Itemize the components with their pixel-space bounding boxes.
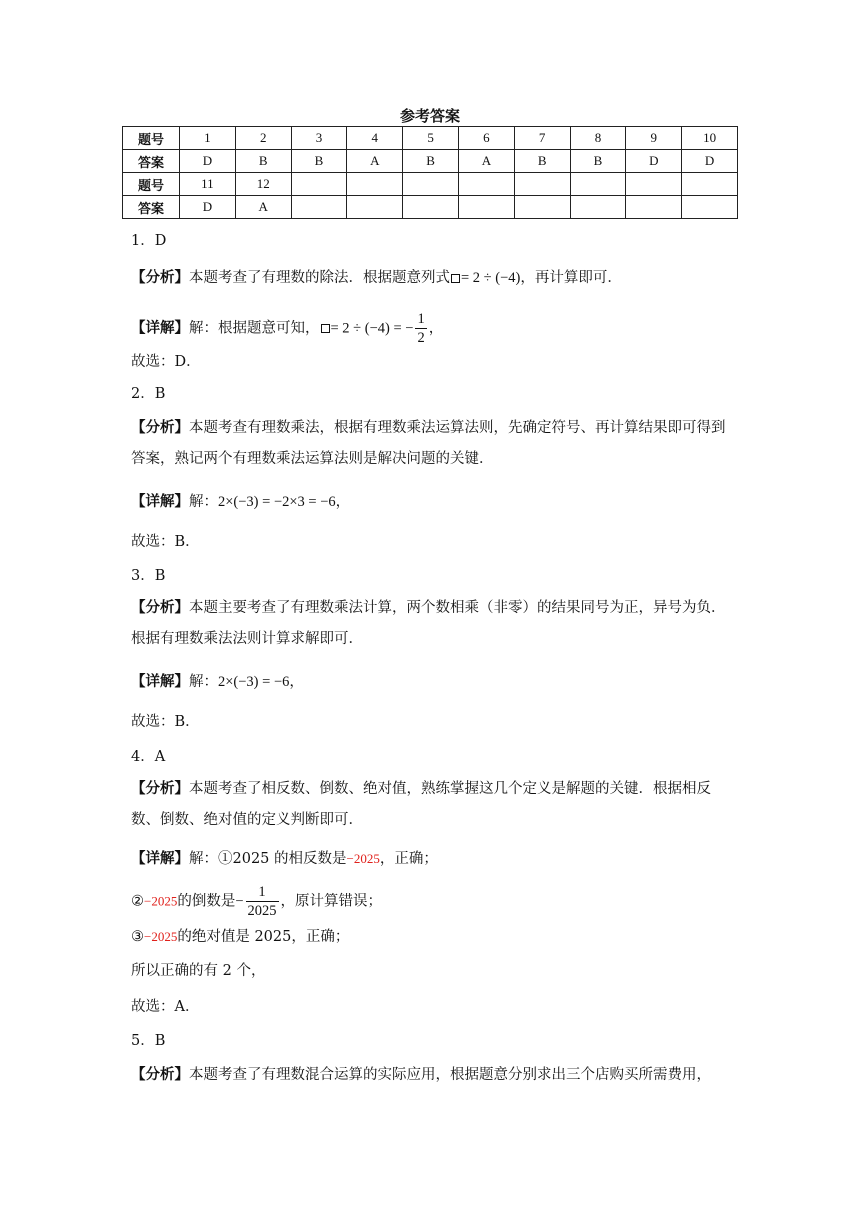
answer-table: [122, 126, 738, 219]
math-expression: = 2 ÷ (−4) = −: [330, 320, 414, 337]
detail-text: 的倒数是: [177, 893, 236, 910]
table-row-header: 题号: [123, 127, 180, 150]
detail-tag: 【详解】: [131, 674, 189, 690]
table-cell: 12: [235, 173, 291, 196]
table-cell: [570, 196, 626, 219]
table-cell: 5: [403, 127, 459, 150]
table-cell: [682, 196, 738, 219]
negative-number: −2025: [144, 893, 178, 909]
analysis-tag: 【分析】: [131, 1067, 189, 1083]
detail-tag: 【详解】: [131, 320, 189, 337]
detail-tag: 【详解】: [131, 851, 189, 867]
table-cell: [291, 173, 347, 196]
math-expression: 2×(−3) = −2×3 = −6: [218, 494, 336, 510]
q5-analysis: [131, 1064, 711, 1086]
table-cell: 6: [458, 127, 514, 150]
table-cell: [291, 196, 347, 219]
q4-detail-item1: [131, 848, 438, 870]
table-cell: [458, 173, 514, 196]
analysis-text: 本题主要考查了有理数乘法计算，两个数相乘（非零）的结果同号为正，异号为负．根据有理数乘法法则计算求解即可．: [131, 600, 726, 647]
q4-detail-item2: [131, 883, 382, 920]
table-cell: A: [347, 150, 403, 173]
table-cell: [347, 196, 403, 219]
q5-heading: 5．B: [131, 1033, 166, 1049]
table-cell: D: [682, 150, 738, 173]
detail-text: 的绝对值是 2025，正确；: [177, 929, 350, 945]
analysis-text: 本题考查了相反数、倒数、绝对值，熟练掌握这几个定义是解题的关键．根据相反数、倒数、绝对值的定义判断即可．: [131, 781, 711, 828]
page-title: 参考答案: [399, 107, 460, 125]
q3-heading: 3．B: [131, 568, 166, 584]
q1-detail: [131, 310, 443, 347]
table-cell: 10: [682, 127, 738, 150]
table-cell: [403, 196, 459, 219]
table-row-header: 答案: [123, 150, 180, 173]
table-cell: 7: [514, 127, 570, 150]
analysis-tag: 【分析】: [131, 270, 189, 286]
fraction-numerator: 1: [417, 311, 425, 327]
q1-analysis: [131, 267, 622, 289]
detail-text: 解：: [189, 674, 218, 690]
table-cell: [682, 173, 738, 196]
fraction-denominator: 2025: [247, 903, 277, 919]
q2-heading: 2．B: [131, 386, 166, 402]
table-cell: 9: [626, 127, 682, 150]
table-row: [123, 173, 738, 196]
q4-summary: 所以正确的有 2 个，: [131, 963, 266, 979]
q3-analysis: [131, 593, 731, 655]
q3-conclusion: 故选：B．: [131, 714, 200, 730]
table-cell: [570, 173, 626, 196]
analysis-text: 本题考查了有理数的除法．根据题意列式: [189, 270, 450, 286]
fraction-denominator: 2: [417, 330, 425, 346]
q4-detail-item3: [131, 926, 349, 948]
detail-text: ，原计算错误；: [280, 893, 383, 910]
table-row: [123, 127, 738, 150]
detail-text: 解：根据题意可知，: [189, 320, 320, 337]
fraction-numerator: 1: [246, 883, 279, 902]
table-cell: [514, 196, 570, 219]
table-cell: [626, 173, 682, 196]
q4-analysis: [131, 774, 731, 836]
blank-box-icon: [451, 274, 460, 283]
analysis-text: ，再计算即可．: [520, 270, 622, 286]
table-cell: D: [180, 196, 236, 219]
q4-conclusion: 故选：A．: [131, 999, 200, 1015]
table-cell: 4: [347, 127, 403, 150]
table-row-header: 题号: [123, 173, 180, 196]
q2-analysis: [131, 413, 731, 475]
blank-box-icon: [321, 324, 330, 333]
detail-text: ③: [131, 929, 144, 945]
detail-text: ②: [131, 893, 144, 910]
table-row-header: 答案: [123, 196, 180, 219]
table-cell: A: [458, 150, 514, 173]
detail-text: 解：: [189, 494, 218, 510]
table-cell: 2: [235, 127, 291, 150]
minus-sign: −: [235, 893, 244, 910]
negative-number: −2025: [144, 929, 178, 944]
table-cell: B: [235, 150, 291, 173]
analysis-text: 本题考查了有理数混合运算的实际应用，根据题意分别求出三个店购买所需费用，: [189, 1067, 711, 1083]
q1-heading: 1．D: [131, 233, 167, 249]
table-row: [123, 196, 738, 219]
fraction: [246, 883, 279, 920]
table-cell: 11: [180, 173, 236, 196]
analysis-tag: 【分析】: [131, 420, 189, 436]
q4-heading: 4．A: [131, 749, 166, 765]
analysis-tag: 【分析】: [131, 781, 189, 797]
negative-number: −2025: [346, 851, 380, 866]
table-cell: 8: [570, 127, 626, 150]
table-cell: 3: [291, 127, 347, 150]
detail-text: ，: [335, 494, 351, 510]
math-expression: = 2 ÷ (−4): [461, 270, 521, 286]
detail-text: ，正确；: [379, 851, 438, 867]
table-cell: B: [291, 150, 347, 173]
table-cell: D: [180, 150, 236, 173]
table-cell: B: [403, 150, 459, 173]
detail-tag: 【详解】: [131, 494, 189, 510]
q1-conclusion: 故选：D．: [131, 354, 201, 370]
table-cell: [347, 173, 403, 196]
detail-text: 解：①2025 的相反数是: [189, 851, 347, 867]
analysis-text: 本题考查有理数乘法，根据有理数乘法运算法则，先确定符号、再计算结果即可得到答案，熟记两个有理数乘法运算法则是解决问题的关键．: [131, 420, 726, 467]
table-cell: 1: [180, 127, 236, 150]
q2-detail: [131, 491, 350, 513]
q3-detail: [131, 671, 304, 693]
table-cell: A: [235, 196, 291, 219]
table-cell: B: [514, 150, 570, 173]
table-cell: B: [570, 150, 626, 173]
q2-conclusion: 故选：B．: [131, 534, 200, 550]
table-cell: [403, 173, 459, 196]
fraction: [415, 310, 426, 347]
table-cell: [514, 173, 570, 196]
math-expression: 2×(−3) = −6: [218, 674, 290, 690]
table-cell: D: [626, 150, 682, 173]
table-cell: [626, 196, 682, 219]
detail-text: ，: [428, 320, 444, 337]
analysis-tag: 【分析】: [131, 600, 189, 616]
table-cell: [458, 196, 514, 219]
table-row: [123, 150, 738, 173]
detail-text: ，: [289, 674, 304, 690]
